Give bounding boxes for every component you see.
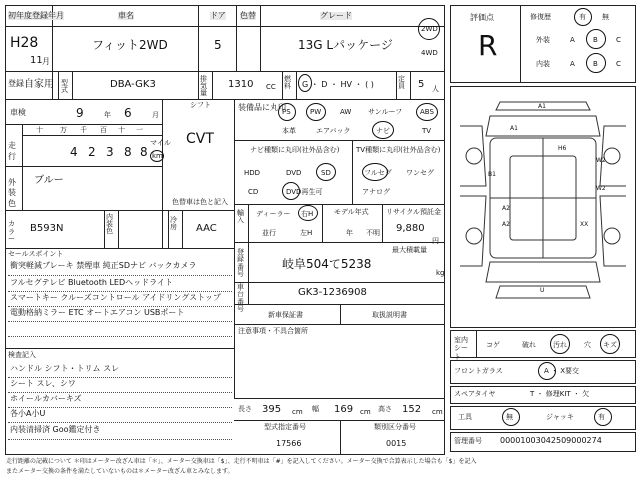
col-divider [340,304,341,324]
spare-tire-label: スペアタイヤ [454,390,496,398]
inspector-note-line: 内装清掃済 Goo鑑定付き [10,425,101,434]
usage: 自家用 [24,79,54,90]
dotted-line [8,407,232,408]
col-divider [22,124,23,166]
col-divider [162,99,163,249]
max-load-unit: kg [436,269,445,277]
chassis-label: 車台番号 [237,283,244,314]
equip-item: 本革 [282,127,296,135]
seat-opt: 穴 [584,341,591,349]
exterior-color: ブルー [34,175,64,186]
warranty-label: 新車保証書 [268,311,303,319]
col-divider [396,71,397,99]
mileage-place: 千 [80,126,87,134]
height-value: 152 [402,404,422,415]
grade-opt: B [593,36,598,44]
mileage-digit: 4 [70,145,78,159]
displacement-label: 排気量 [200,75,207,97]
col-divider [236,5,237,71]
mileage-label: 走行 [8,141,16,162]
front-glass-opts: A ・ X要交 [544,367,580,375]
interior-sheet-label: 室内シート [454,336,468,361]
mileage-place: 一 [136,126,143,134]
mark-w2-front: W2 [596,157,606,164]
dotted-line [8,321,232,322]
col-divider [168,210,169,248]
dotted-line [8,377,232,378]
management-number: 00001003042509000274 [500,436,602,445]
selling-point-line: フルセグテレビ Bluetooth LEDヘッドライト [10,278,173,287]
mileage-digit: 8 [124,145,132,159]
grade-label: グレード [320,11,352,20]
mark-a1-top: A1 [538,103,546,110]
col-divider [104,210,105,248]
col-divider [282,71,283,99]
col-divider [260,5,261,71]
col-divider [322,204,323,242]
mark-a2b: A2 [502,221,510,228]
grade-opt: C [616,60,621,68]
color-code-label: カラー [8,220,15,244]
shift: CVT [186,131,214,147]
navi-item: CD [248,188,259,196]
score-label: 評価点 [470,13,494,22]
spare-tire-opts: T ・ 修理KIT ・ 欠 [530,390,590,398]
dim-unit: cm [292,408,303,416]
row-divider [234,324,445,325]
exterior-grade-label: 外装 [536,36,550,44]
width-value: 169 [334,404,354,415]
handle-left: 左H [300,229,313,237]
first-reg-month-unit: 月 [42,57,50,66]
front-glass-label: フロントガラス [454,367,503,375]
grade-opt: A [570,36,575,44]
footer-line2: またメーター交換の条件を満たしていないものは＊メーター改ざん車とみなします。 [6,468,234,475]
capacity-label: 定員 [398,75,405,90]
seat-opt: 破れ [522,341,536,349]
model-label: 型式 [61,79,68,94]
navi-item: DVD再生可 [286,188,323,196]
equip-item: ナビ [376,127,390,135]
seat-opt: キズ [603,341,617,349]
jack-label: ジャッキ [546,413,574,421]
mark-xx: XX [580,221,589,228]
max-load-label: 最大積載量 [392,246,427,254]
length-value: 395 [262,404,282,415]
model-year-year: 年 [346,229,353,237]
dotted-line [8,306,232,307]
import-label: 輸入 [237,209,244,224]
row-divider [5,348,234,349]
inspector-note-line: シート スレ、シワ [10,379,76,388]
selling-points-title: セールスポイント [8,250,64,258]
inspector-notes-title: 検査記入 [8,351,36,359]
repair-label: 修復歴 [530,13,551,21]
equip-item: AW [340,108,352,116]
mileage-unit-km: km [152,152,163,160]
recycle-value: 9,880 [396,223,425,234]
inspection-month: 6 [124,106,132,120]
class-value: 0015 [386,439,407,448]
col-divider [382,204,383,242]
col-divider [248,242,249,282]
row-divider [234,140,445,141]
row-divider [22,135,162,136]
row-divider [234,282,445,283]
door-label: ドア [210,11,226,20]
score: R [478,29,498,62]
col-divider [234,99,235,399]
dotted-line [8,439,232,440]
inspector-note-line: ホイールカバーキズ [10,394,82,403]
dotted-line [8,392,232,393]
inspector-note-line: ハンドル シフト・トリム スレ [10,364,120,373]
registration-value: 岐阜504て5238 [282,257,372,271]
mark-a1-side: A1 [510,125,518,132]
tools-opt: 無 [506,413,513,421]
grade-opt: B [593,60,598,68]
doors: 5 [214,38,222,52]
dotted-line [8,275,232,276]
mileage-place: 百 [100,126,107,134]
first-reg-label: 初年度登録年月 [8,11,64,20]
mark-w2-rear: W2 [596,185,606,192]
col-divider [248,204,249,242]
row-divider [5,166,162,167]
shift-label: シフト [190,101,211,109]
displacement-unit: CC [266,83,276,91]
mileage-place: 十 [36,126,43,134]
mark-h6: H6 [558,145,567,152]
equipment-title: 装備品に丸印 [238,103,286,112]
tv-title: TV種類に丸印(社外品含む) [356,146,441,154]
color-code: B593N [30,223,64,234]
col-divider [198,71,199,99]
import-parallel: 並行 [262,229,276,237]
col-divider [212,71,213,99]
tv-item: フルセグ [364,169,392,177]
tv-item: ワンセグ [406,169,434,177]
navi-item: SD [321,169,331,177]
repair-opt: 無 [602,13,609,21]
jack-opt: 有 [598,413,605,421]
tv-item: アナログ [362,188,390,196]
management-label: 管理番号 [454,437,482,445]
inspection-month-unit: 月 [152,111,159,119]
length-label: 長さ [238,405,252,413]
equip-item: ABS [420,108,434,116]
selling-point-line: スマートキー クルーズコントロール アイドリングストップ [10,293,221,302]
capacity: 5 [418,79,425,90]
exterior-label: 外装色 [8,178,16,208]
mileage-digit: 8 [140,145,148,159]
row-divider [5,248,234,249]
grade: 13G Lパッケージ [298,38,393,52]
model: DBA-GK3 [110,79,156,90]
row-divider [5,210,234,211]
dotted-line [8,422,232,423]
car-diagram [450,86,636,328]
row-divider [5,71,445,72]
import-dealer: ディーラー [256,210,291,218]
row-divider [5,26,445,27]
capacity-unit: 人 [432,85,439,93]
first-reg-month: 11 [30,55,43,66]
width-label: 幅 [312,405,319,413]
drive-4wd: 4WD [421,49,438,57]
selling-point-line: 衝突軽減ブレーキ 禁煙車 純正SDナビ バックカメラ [10,261,197,270]
row-divider [234,204,445,205]
dotted-line [8,291,232,292]
handle-right: 右H [301,210,314,218]
col-divider [118,210,119,248]
inspector-note-line: 各小A小U [10,409,46,418]
col-divider [340,420,341,455]
interior-color-label: 内装色 [106,213,113,235]
grade-opt: A [570,60,575,68]
col-divider [520,5,521,83]
dim-unit: cm [432,408,443,416]
drive-2wd: 2WD [421,25,438,33]
row-divider [234,398,445,399]
interior-grade-label: 内装 [536,60,550,68]
type-label: 型式指定番号 [264,423,306,431]
col-divider [58,71,59,99]
equip-item: PW [310,108,322,116]
seat-opt: コゲ [486,341,500,349]
mark-a2: A2 [502,205,510,212]
mark-u: U [540,287,545,294]
equip-item: エアバック [316,127,351,135]
equip-item: TV [422,127,432,135]
col-divider [476,330,477,358]
usage-label: 登録 [8,79,24,88]
equip-item: PS [282,108,291,116]
col-divider [248,282,249,304]
navi-title: ナビ種類に丸印(社外品含む) [250,146,340,154]
displacement: 1310 [228,79,254,90]
col-divider [182,210,183,248]
model-year-label: モデル年式 [334,208,369,216]
recycle-unit: 円 [432,237,439,245]
dotted-line [8,336,232,337]
fuel-label: 燃料 [284,75,291,90]
inspection-label: 車検 [10,108,26,117]
navi-item: DVD [286,169,302,177]
col-divider [22,166,23,210]
equip-item: サンルーフ [368,108,403,116]
notes-title: 注意事項・不具合箇所 [238,327,308,335]
selling-point-line: 電動格納ミラー ETC オートエアコン USBポート [10,308,185,317]
car-name: フィット2WD [92,38,168,52]
tools-label: 工具 [458,413,472,421]
recycle-label: リサイクル預託金 [386,208,442,216]
col-divider [352,140,353,204]
col-divider [72,71,73,99]
dim-unit: cm [360,408,371,416]
manual-label: 取扱説明書 [372,311,407,319]
mileage-place: 十 [118,126,125,134]
first-reg-era: H28 [10,35,39,51]
ac-label: 冷房 [170,216,177,231]
row-divider [5,99,445,100]
fuel-options: G ・ D ・ HV ・ ( ) [302,80,374,89]
mileage-digit: 3 [106,145,114,159]
seat-opt: 汚れ [553,341,567,349]
mileage-unit-mile: マイル [150,139,171,147]
color-change-label: 色替 [240,11,256,20]
repair-opt: 有 [579,13,586,21]
col-divider [198,5,199,71]
chassis-value: GK3-1236908 [298,287,367,298]
inspection-year: 9 [76,106,84,120]
class-label: 類別区分番号 [374,423,416,431]
height-label: 高さ [378,405,392,413]
mileage-digit: 2 [88,145,96,159]
inspection-year-unit: 年 [104,111,111,119]
navi-item: HDD [244,169,261,177]
model-year-unknown: 不明 [366,229,380,237]
col-divider [296,71,297,99]
car-name-label: 車名 [118,11,134,20]
grade-opt: C [616,36,621,44]
mileage-place: 万 [60,126,67,134]
mark-b1: B1 [488,171,496,178]
ac: AAC [196,223,217,234]
row-divider [5,124,162,125]
repaint-note: 色替車は色と記入 [172,198,228,206]
registration-label: 登録番号 [237,248,244,279]
row-divider [234,242,445,243]
footer-line1: 走行距離の記載について ＊印はメーター改ざん車は「＊」、メーター交換車は「$」、走行不明車は「#」を記入してください。メーター交換で合算表示した場合も「$」を記入 [6,458,477,465]
col-divider [410,71,411,99]
type-value: 17566 [276,439,302,448]
